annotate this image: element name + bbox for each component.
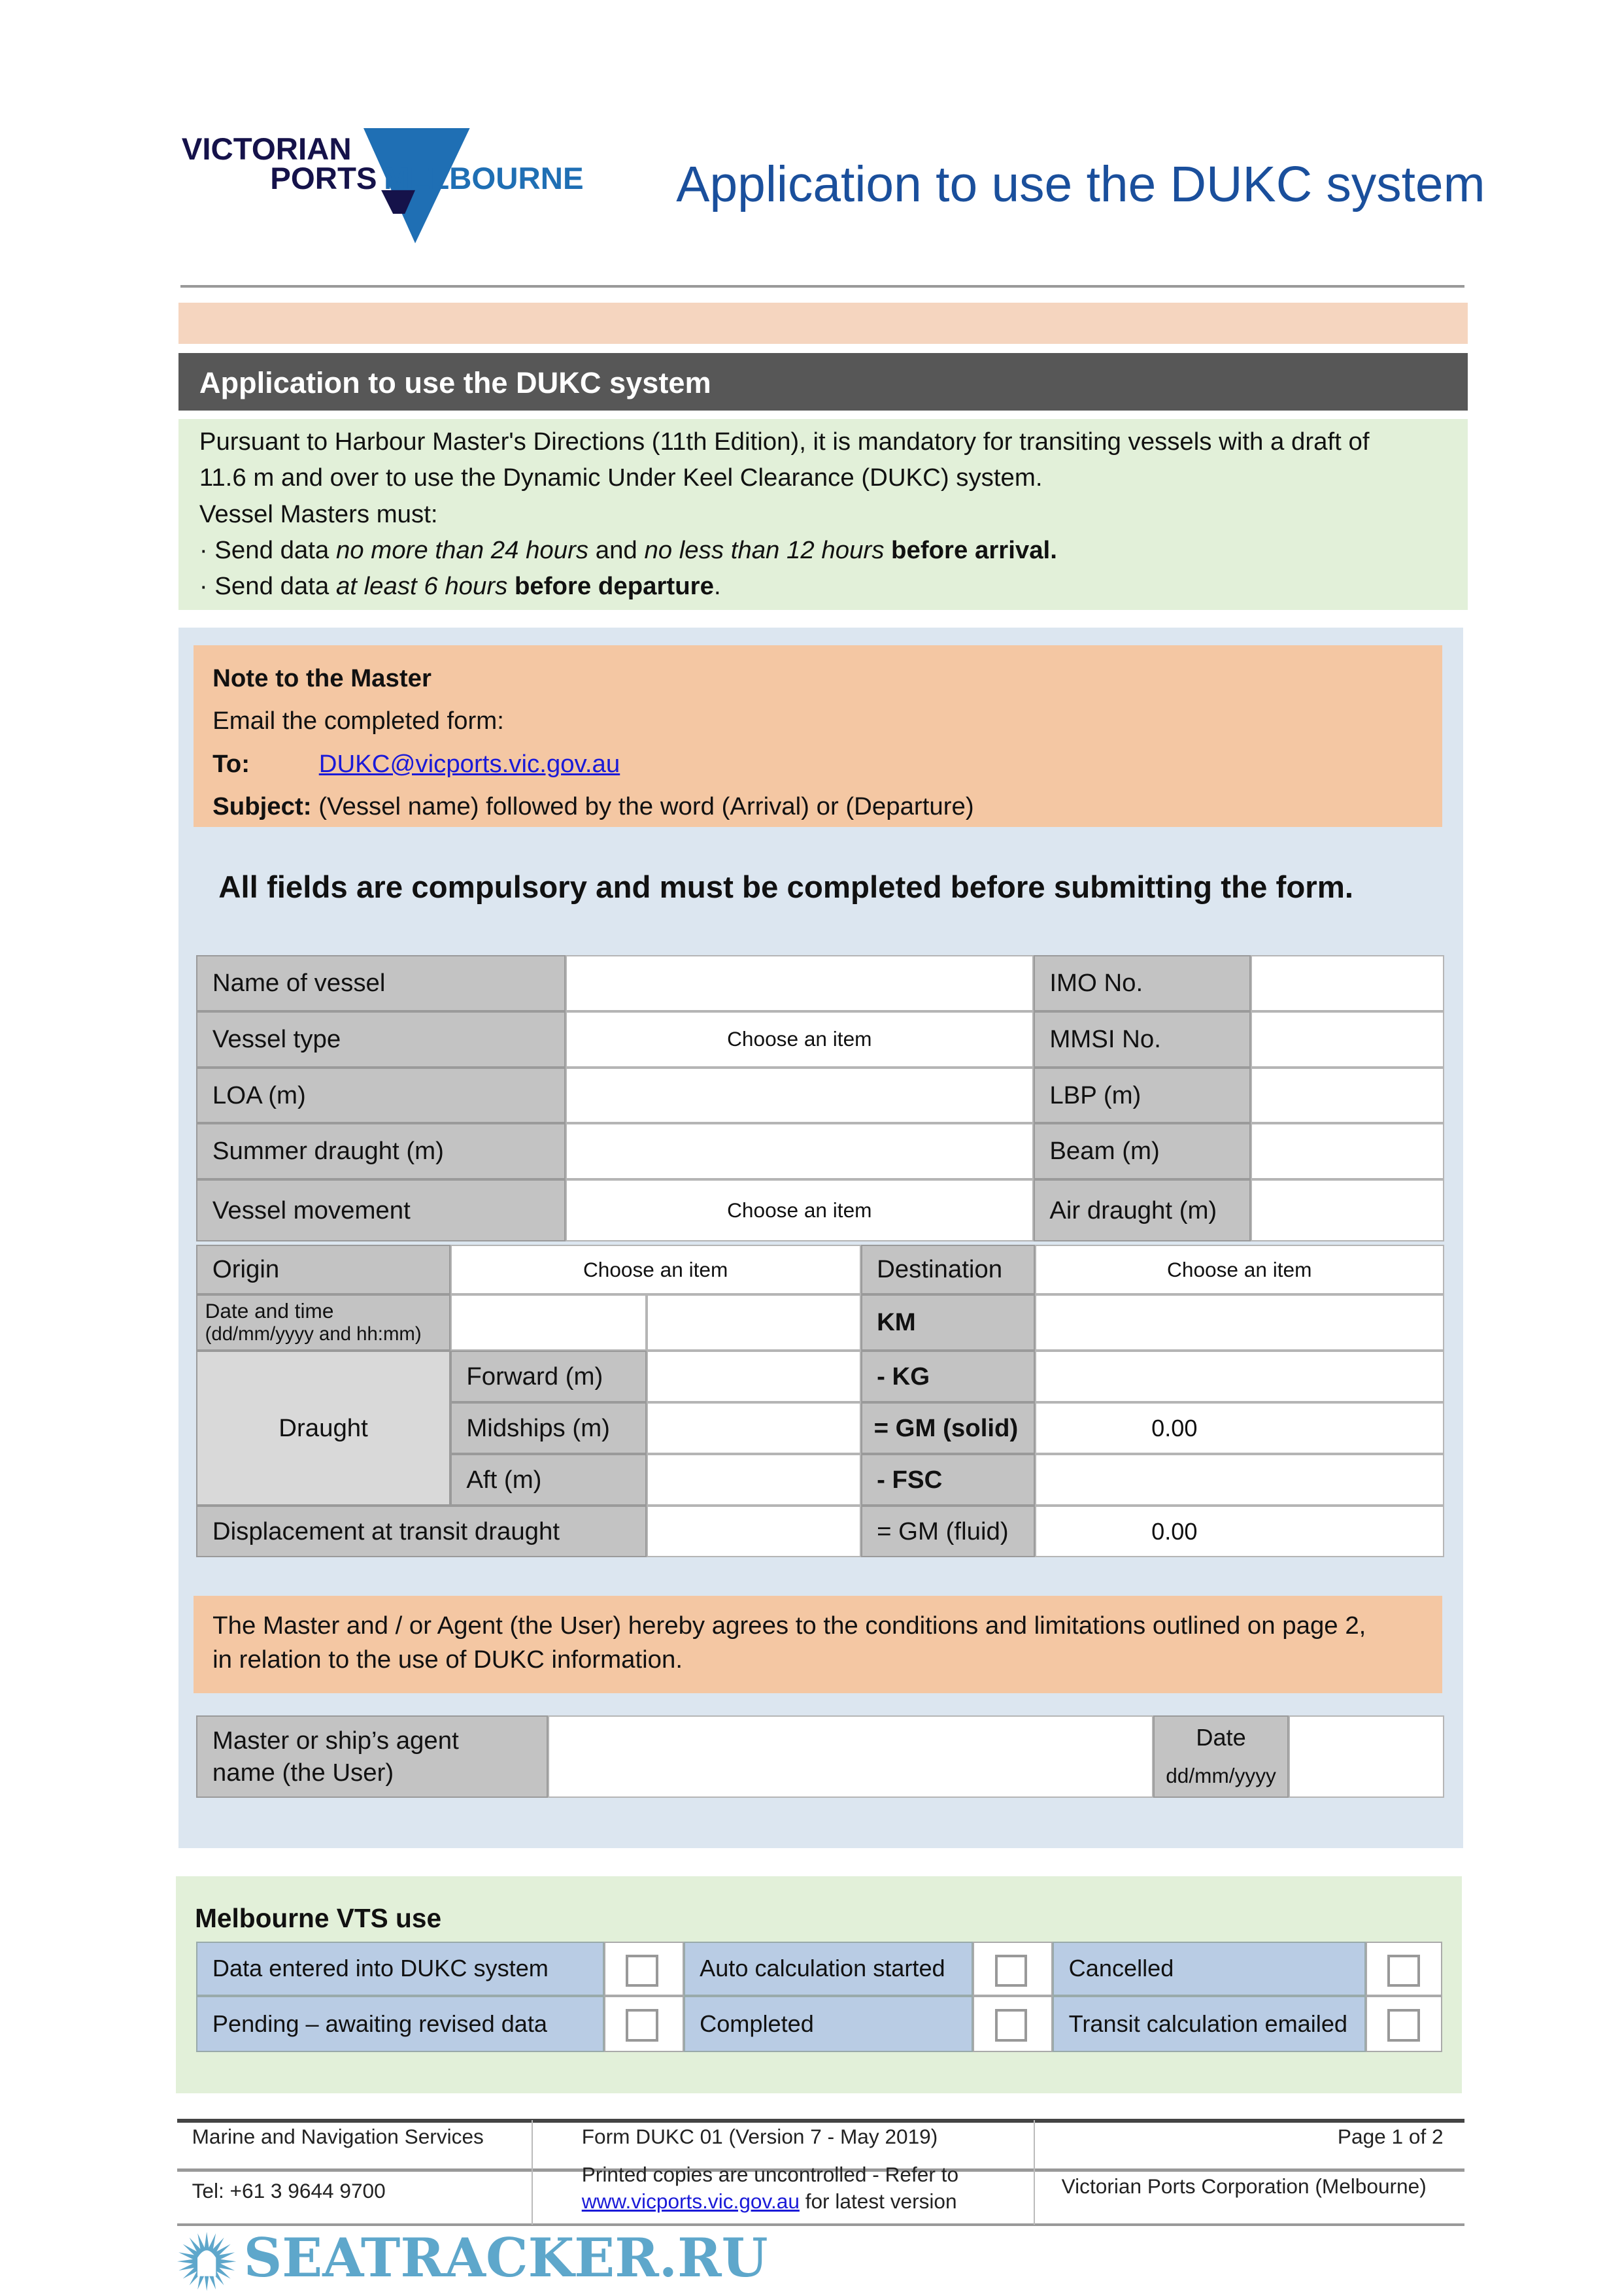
label-forward: Forward (m) (450, 1351, 647, 1402)
date-input[interactable] (450, 1294, 647, 1351)
email-link[interactable]: DUKC@vicports.vic.gov.au (318, 749, 620, 778)
footer-divider (1034, 2120, 1035, 2225)
vts-label-auto-calc: Auto calculation started (684, 1942, 973, 1997)
compulsory-notice: All fields are compulsory and must be completed before submitting the form. (218, 870, 1354, 905)
label-km: KM (861, 1294, 1035, 1351)
footer-bottom-rule (177, 2223, 1464, 2227)
label-lbp: LBP (m) (1034, 1068, 1251, 1124)
label-gm-fluid: = GM (fluid) (861, 1506, 1035, 1557)
vts-checkbox-cancelled[interactable] (1366, 1942, 1442, 1997)
footer-tel: Tel: +61 3 9644 9700 (192, 2179, 386, 2203)
label-displacement: Displacement at transit draught (196, 1506, 647, 1557)
vessel-name-input[interactable] (566, 955, 1034, 1011)
forward-input[interactable] (647, 1351, 860, 1402)
footer-form: Form DUKC 01 (Version 7 - May 2019) (581, 2124, 938, 2148)
vts-title: Melbourne VTS use (195, 1902, 442, 1933)
intro-text: Pursuant to Harbour Master's Directions (11th Edition), it is mandatory for transiting vessels with a draft of 11.6 m and over to use the Dynamic Under Keel Clearance (DUKC) system. (199, 428, 1370, 492)
vts-label-completed: Completed (684, 1996, 973, 2052)
label-draught: Draught (196, 1351, 450, 1506)
vts-label-cancelled: Cancelled (1053, 1942, 1366, 1997)
vts-checkbox-completed[interactable] (973, 1996, 1053, 2052)
air-draught-input[interactable] (1251, 1179, 1444, 1241)
footer-page: Page 1 of 2 (1337, 2124, 1444, 2148)
label-mmsi: MMSI No. (1034, 1011, 1251, 1068)
date-user-input[interactable] (1289, 1715, 1444, 1798)
aft-input[interactable] (647, 1454, 860, 1506)
label-summer-draught: Summer draught (m) (196, 1123, 566, 1179)
label-kg: - KG (861, 1351, 1035, 1402)
vessel-movement-dropdown[interactable]: Choose an item (566, 1179, 1034, 1241)
imo-input[interactable] (1251, 955, 1444, 1011)
fsc-input[interactable] (1035, 1454, 1444, 1506)
section-header (178, 353, 1467, 411)
label-imo: IMO No. (1034, 955, 1251, 1011)
intro-box (178, 419, 1467, 609)
watermark-text: SEATRACKER.RU (243, 2227, 768, 2289)
vts-label-data-entered: Data entered into DUKC system (196, 1942, 603, 1997)
displacement-input[interactable] (647, 1506, 860, 1557)
gm-fluid-value: 0.00 (1035, 1506, 1444, 1557)
label-name-of-vessel: Name of vessel (196, 955, 566, 1011)
label-fsc: - FSC (861, 1454, 1035, 1506)
gm-solid-value: 0.00 (1035, 1402, 1444, 1454)
intro-bullet-arrival: · Send data no more than 24 hours and no less than 12 hours before arrival. (199, 536, 1057, 565)
label-origin: Origin (196, 1245, 450, 1295)
lbp-input[interactable] (1251, 1068, 1444, 1124)
note-box (194, 645, 1442, 827)
footer-url-link[interactable]: www.vicports.vic.gov.au (581, 2189, 800, 2213)
time-input[interactable] (647, 1294, 860, 1351)
midships-input[interactable] (647, 1402, 860, 1454)
vessel-type-dropdown[interactable]: Choose an item (566, 1011, 1034, 1068)
label-vessel-type: Vessel type (196, 1011, 566, 1068)
vts-checkbox-auto-calc[interactable] (973, 1942, 1053, 1997)
label-destination: Destination (861, 1245, 1035, 1295)
label-loa: LOA (m) (196, 1068, 566, 1124)
vts-checkbox-pending[interactable] (604, 1996, 684, 2052)
beam-input[interactable] (1251, 1123, 1444, 1179)
note-title: Note to the Master (212, 664, 431, 692)
logo-text-ports: PORTS (270, 161, 377, 197)
peach-band (178, 303, 1467, 344)
vts-checkbox-data-entered[interactable] (604, 1942, 684, 1997)
page-title: Application to use the DUKC system (676, 157, 1485, 213)
master-agent-input[interactable] (548, 1715, 1153, 1798)
label-date: Date dd/mm/yyyy (1153, 1715, 1289, 1798)
subject-label: Subject: (212, 792, 312, 821)
vts-label-pending: Pending – awaiting revised data (196, 1996, 603, 2052)
intro-bullet-departure: · Send data at least 6 hours before departure. (199, 572, 721, 601)
note-line: Email the completed form: (212, 707, 504, 735)
label-midships: Midships (m) (450, 1402, 647, 1454)
to-label: To: (212, 749, 250, 778)
label-gm-solid: = GM (solid) (861, 1402, 1035, 1454)
label-date-time: Date and time (dd/mm/yyyy and hh:mm) (196, 1294, 450, 1351)
footer-divider (532, 2120, 533, 2225)
summer-draught-input[interactable] (566, 1123, 1034, 1179)
vts-label-transit-emailed: Transit calculation emailed (1053, 1996, 1366, 2052)
label-air-draught: Air draught (m) (1034, 1179, 1251, 1241)
footer-corp: Victorian Ports Corporation (Melbourne) (1061, 2174, 1427, 2199)
agreement-box: The Master and / or Agent (the User) hereby agrees to the conditions and limitations outlined on page 2, in relation to the use of DUKC information. (194, 1596, 1442, 1693)
mmsi-input[interactable] (1251, 1011, 1444, 1068)
loa-input[interactable] (566, 1068, 1034, 1124)
label-aft: Aft (m) (450, 1454, 647, 1506)
logo (177, 126, 590, 246)
destination-dropdown[interactable]: Choose an item (1035, 1245, 1444, 1295)
section-title: Application to use the DUKC system (199, 366, 711, 400)
label-vessel-movement: Vessel movement (196, 1179, 566, 1241)
kg-input[interactable] (1035, 1351, 1444, 1402)
logo-text-melbourne: MELBOURNE (384, 161, 584, 197)
watermark-starburst-icon (177, 2232, 236, 2291)
logo-text-victorian: VICTORIAN (181, 131, 352, 167)
label-master-agent: Master or ship’s agent name (the User) (196, 1715, 547, 1798)
footer-printed: Printed copies are uncontrolled - Refer to www.vicports.vic.gov.au for latest version (581, 2163, 959, 2213)
footer-dept: Marine and Navigation Services (192, 2124, 484, 2148)
vts-checkbox-transit-emailed[interactable] (1366, 1996, 1442, 2052)
label-beam: Beam (m) (1034, 1123, 1251, 1179)
footer-top-rule (177, 2119, 1464, 2123)
header-divider (180, 285, 1465, 288)
subject-text: (Vessel name) followed by the word (Arrival) or (Departure) (318, 792, 974, 821)
origin-dropdown[interactable]: Choose an item (450, 1245, 861, 1295)
km-input[interactable] (1035, 1294, 1444, 1351)
intro-must: Vessel Masters must: (199, 499, 438, 528)
